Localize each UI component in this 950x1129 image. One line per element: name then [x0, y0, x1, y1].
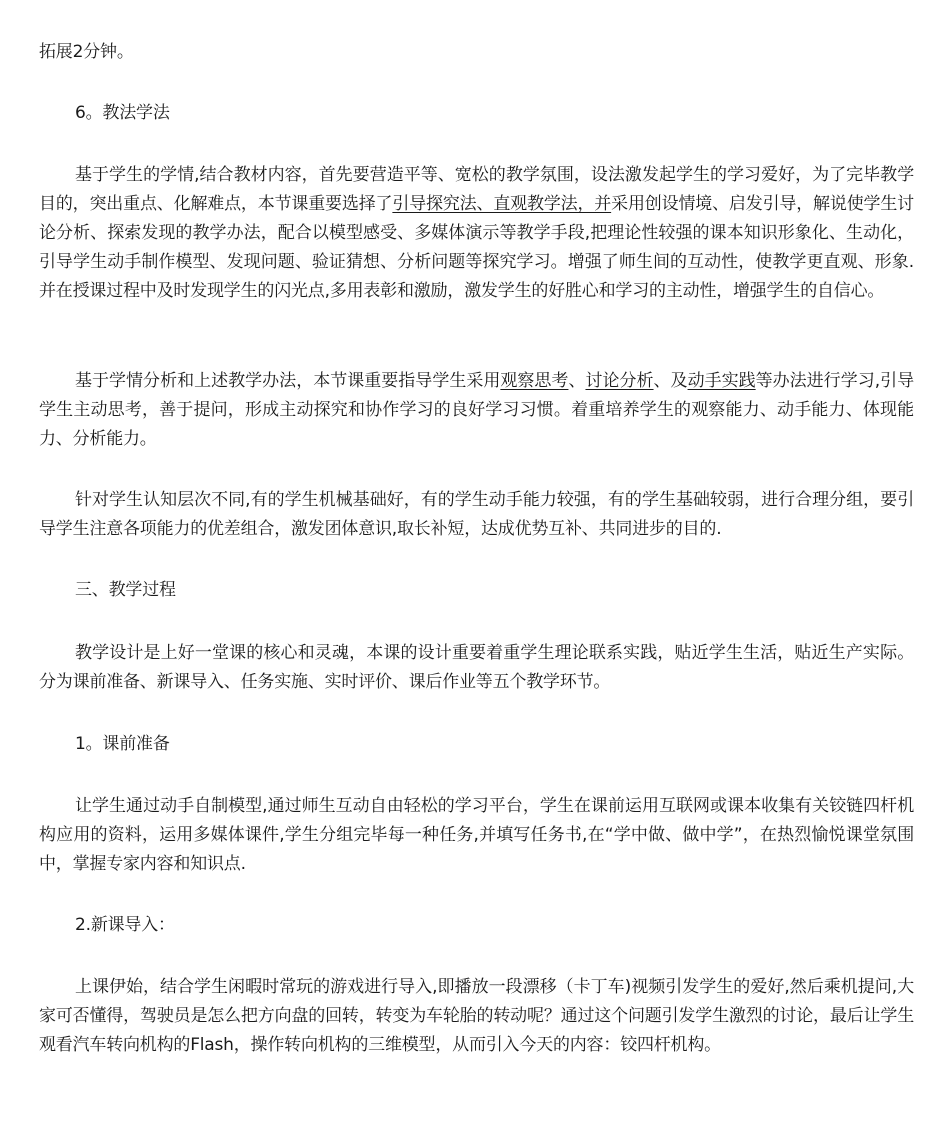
- paragraph-grouping: 针对学生认知层次不同,有的学生机械基础好，有的学生动手能力较强，有的学生基础较弱，进行合理分组，要引导学生注意各项能力的优差组合，激发团体意识,取长补短，达成优势互补、共同进步的目的.: [39, 490, 914, 539]
- heading-teaching-methods: 6。教法学法: [75, 103, 170, 123]
- paragraph-learning-method: [39, 367, 914, 454]
- underlined-text: 引导探究法、直观教学法，并: [392, 194, 612, 214]
- paragraph-tail: 拓展2分钟。: [39, 42, 134, 62]
- underlined-text: 讨论分析: [585, 371, 654, 391]
- paragraph-design: 教学设计是上好一堂课的核心和灵魂，本课的设计重要着重学生理论联系实践，贴近学生生活，贴近生产实际。分为课前准备、新课导入、任务实施、实时评价、课后作业等五个教学环节。: [39, 643, 914, 692]
- heading-preparation: 1。课前准备: [75, 734, 170, 754]
- underlined-text: 观察思考: [500, 371, 569, 391]
- paragraph-teaching-method: [39, 161, 914, 306]
- text-run: 基于学情分析和上述教学办法，本节课重要指导学生采用: [75, 371, 501, 391]
- paragraph-introduction: 上课伊始，结合学生闲暇时常玩的游戏进行导入,即播放一段漂移（卡丁车)视频引发学生的爱好,然后乘机提问,大家可否懂得，驾驶员是怎么把方向盘的回转，转变为车轮胎的转动呢？通过这个问题引发学生激烈的讨论，最后让学生观看汽车转向机构的Flash，操作转向机构的三维模型，从而引入今天的内容：铰四杆机构。: [39, 977, 914, 1055]
- underlined-text: 动手实践: [687, 371, 756, 391]
- text-run: 采用创设情境、启发引导，解说使学生讨论分析、探索发现的教学办法，配合以模型感受、多媒体演示等教学手段,把理论性较强的课本知识形象化、生动化，引导学生动手制作模型、发现问题、验证猜想、分析问题等探究学习。增强了师生间的互动性，使教学更直观、形象.并在授课过程中及时发现学生的闪光点,多用表彰和激励，激发学生的好胜心和学习的主动性，增强学生的自信心。: [39, 194, 914, 301]
- heading-new-lesson: 2.新课导入：: [75, 915, 175, 935]
- text-run: 基于学生的学情,结合教材内容，首先要营造平等、宽松的教学氛围，设法激发起学生的学习爱好，为了完毕教学目的，突出重点、化解难点，本节课重要选择了: [39, 165, 914, 214]
- paragraph-preparation: 让学生通过动手自制模型,通过师生互动自由轻松的学习平台，学生在课前运用互联网或课本收集有关铰链四杆机构应用的资料，运用多媒体课件,学生分组完毕每一种任务,并填写任务书,在“学中做、做中学”，在热烈愉悦课堂氛围中，掌握专家内容和知识点.: [39, 796, 914, 874]
- text-run: 、: [568, 371, 586, 391]
- text-run: 等办法进行学习,引导学生主动思考，善于提问，形成主动探究和协作学习的良好学习习惯。着重培养学生的观察能力、动手能力、体现能力、分析能力。: [39, 371, 914, 449]
- text-run: 、及: [653, 371, 688, 391]
- heading-teaching-process: 三、教学过程: [75, 580, 176, 600]
